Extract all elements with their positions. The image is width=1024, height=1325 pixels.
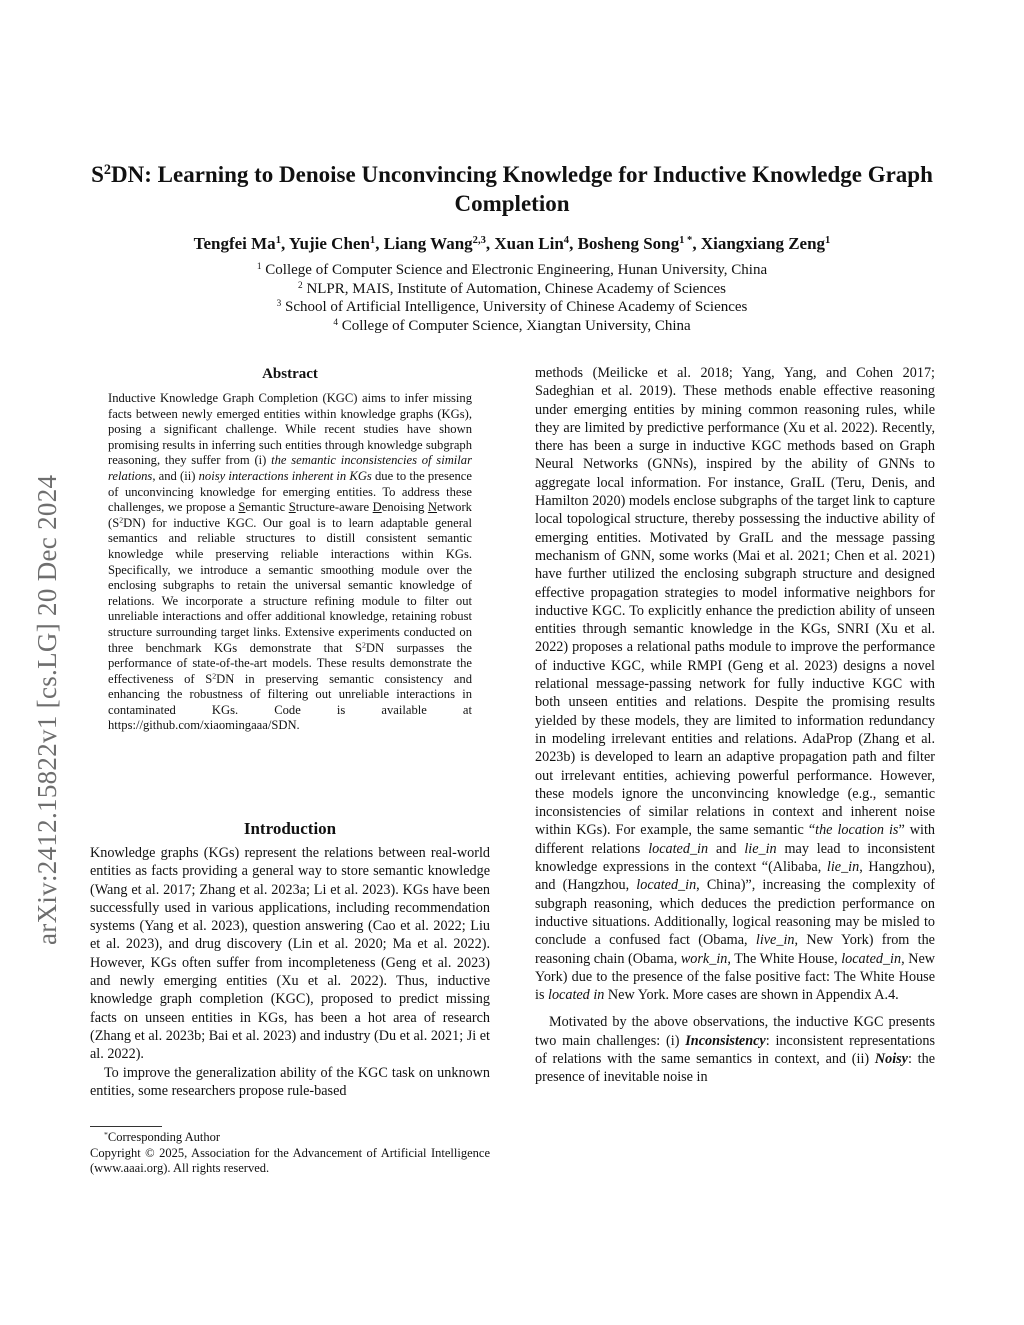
affiliation-line bbox=[80, 261, 944, 280]
paragraph: methods (Meilicke et al. 2018; Yang, Yang, and Cohen 2017; Sadeghian et al. 2019). These methods enable effective reasoning under emerging entities by mining common reasoning rules, while they are limited by predictive performance (Xu et al. 2022). Recently, there has been a surge in inductive KGC methods based on Graph Neural Networks (GNNs), inspired by the ability of GNNs to aggregate local information. For instance, GraIL (Teru, Denis, and Hamilton 2020) models enclose subgraphs of the target link to capture local topological structure, thereby possessing the inductive ability of emerging entities. Motivated by GraIL and the message passing mechanism of GNN, some works (Mai et al. 2021; Chen et al. 2021) have further utilized the enclosing subgraph structure and designed effective propagation strategies to model informative neighbors for inductive KGC. To explicitly enhance the prediction ability of unseen entities through semantic knowledge in the KGs, SNRI (Xu et al. 2022) proposes a relational paths module to improve the performance of inductive KGC, while RMPI (Geng et al. 2023) designs a novel relational message-passing network for fully inductive KGC with both unseen entities and relations. Despite the promising results yielded by these models, they are limited to information redundancy in modeling irrelevant entities and relations. AdaProp (Zhang et al. 2023b) is developed to learn an adaptive propagation path and filter out irrelevant entities, achieving powerful performance. However, these models ignore the unconvincing knowledge (e.g., semantic inconsistencies of similar relations in context and inherent noise within KGs). For example, the same semantic “the location is” with different relations located_in and lie_in may lead to inconsistent knowledge expressions in the context “(Alibaba, lie_in, Hangzhou), and (Hangzhou, located_in, China)”, increasing the complexity of subgraph reasoning, which deduces the prediction performance on inductive situations. Additionally, logical reasoning may be misled to conclude a confused fact (Obama, live_in, New York) from the reasoning chain (Obama, work_in, The White House, located_in, New York) due to the presence of the false positive fact: The White House is located in New York. More cases are shown in Appendix A.4. bbox=[535, 365, 935, 1004]
author-affiliation: 1 bbox=[369, 235, 376, 247]
author-name: Bosheng Song bbox=[577, 234, 680, 253]
affiliation-text: NLPR, MAIS, Institute of Automation, Chinese Academy of Sciences bbox=[306, 280, 726, 297]
author-name: Tengfei Ma bbox=[193, 234, 276, 253]
author-affiliation: 1 bbox=[275, 235, 281, 247]
author-affiliation: 1 bbox=[825, 235, 831, 247]
introduction-heading: Introduction bbox=[243, 819, 337, 838]
affiliation-text: College of Computer Science and Electronic Engineering, Hunan University, China bbox=[265, 262, 768, 278]
abstract-text: Inductive Knowledge Graph Completion (KGC) aims to infer missing facts between newly emerged entities within knowledge graphs (KGs), posing a significant challenge. While recent studies have shown promising results in inferring such entities through knowledge subgraph reasoning, they suffer from (i) the semantic inconsistencies of similar relations, and (ii) noisy interactions inherent in KGs due to the presence of unconvincing knowledge for emerging entities. To address these challenges, we propose a Semantic Structure-aware Denoising Network $(S^2DN)$ for inductive KGC. Our goal is to learn adaptable general semantics and reliable structures to distill consistent semantic knowledge while preserving reliable interactions within KGs. Specifically, we introduce a semantic smoothing module over the enclosing subgraphs to retain the universal semantic knowledge of relations. We incorporate a structure refining module to filter out unreliable interactions and offer additional knowledge, retaining robust structure surrounding target links. Extensive experiments conducted on three benchmark KGs demonstrate that $S^2DN$ surpasses the performance of state-of-the-art models. These results demonstrate the effectiveness of $S^2DN$ in preserving semantic consistency and enhancing the robustness of filtering out unreliable interactions in contaminated KGs. Code is available at https://github.com/xiaomingaaa/SDN. bbox=[108, 391, 473, 733]
author-name: Xiangxiang Zeng bbox=[700, 234, 826, 253]
author-affiliation: 4 bbox=[563, 235, 570, 247]
abstract-heading: Abstract bbox=[262, 366, 318, 382]
copyright-notice: Copyright © 2025, Association for the Advancement of Artificial Intelligence (www.aaai.org). All rights reserved. bbox=[90, 1145, 490, 1175]
affiliation-number: 4 bbox=[333, 317, 338, 328]
affiliation-number: 1 bbox=[256, 261, 262, 272]
paragraph: Knowledge graphs (KGs) represent the relations between real-world entities as facts providing a general way to store semantic knowledge (Wang et al. 2017; Zhang et al. 2023a; Li et al. 2023). KGs have been successfully used in various applications, including recommendation systems (Yang et al. 2023), question answering (Cao et al. 2022; Liu et al. 2023), and drug discovery (Lin et al. 2020; Ma et al. 2022). However, KGs often suffer from incompleteness (Geng et al. 2023) and newly emerging entities (Xu et al. 2022). Thus, inductive knowledge graph completion (KGC), proposed to predict missing facts on unseen entities in KGs, has been a hot area of research (Zhang et al. 2023b; Bai et al. 2023) and industry (Du et al. 2021; Ji et al. 2022). bbox=[90, 845, 490, 1063]
footnote-divider bbox=[90, 1126, 162, 1127]
affiliation-line bbox=[80, 317, 944, 336]
author-list: Tengfei Ma$^1$, Yujie Chen$^1$, Liang Wang$^{2,3}$, Xuan Lin$^4$, Bosheng Song$^{1 *}$, Xiangxiang Zeng$^1$ bbox=[193, 234, 831, 253]
corresponding-author-note: *Corresponding Author bbox=[104, 1129, 221, 1144]
author-name: Xuan Lin bbox=[494, 234, 564, 253]
author-name: Yujie Chen bbox=[288, 234, 370, 253]
affiliation-line bbox=[80, 280, 944, 299]
paragraph: Motivated by the above observations, the inductive KGC presents two main challenges: (i) Inconsistency: inconsistent representations of relations with the same semantics in context, and (ii) Noisy: the presence of inevitable noise in bbox=[535, 1014, 935, 1086]
arxiv-identifier-stamp: arXiv:2412.15822v1 [cs.LG] 20 Dec 2024 bbox=[32, 474, 62, 945]
title-rest: DN: Learning to Denoise Unconvincing Knowledge for Inductive Knowledge Graph Completion bbox=[111, 162, 933, 216]
title-s: S bbox=[91, 162, 104, 187]
author-name: Liang Wang bbox=[383, 234, 473, 253]
author-affiliation: 1 * bbox=[679, 235, 693, 247]
affiliation-list bbox=[80, 261, 944, 335]
paper-title bbox=[80, 160, 944, 218]
affiliation-text: College of Computer Science, Xiangtan University, China bbox=[341, 317, 691, 334]
paragraph: To improve the generalization ability of the KGC task on unknown entities, some researchers propose rule-based bbox=[90, 1064, 490, 1099]
affiliation-line bbox=[80, 298, 944, 317]
affiliation-number: 3 bbox=[276, 298, 282, 309]
affiliation-number: 2 bbox=[298, 280, 303, 291]
author-affiliation: 2,3 bbox=[472, 235, 486, 247]
right-column-text bbox=[535, 364, 935, 1087]
footnote bbox=[90, 1130, 490, 1177]
title-superscript: 2 bbox=[103, 162, 112, 179]
introduction-text bbox=[90, 844, 490, 1100]
affiliation-text: School of Artificial Intelligence, University of Chinese Academy of Sciences bbox=[285, 299, 748, 315]
